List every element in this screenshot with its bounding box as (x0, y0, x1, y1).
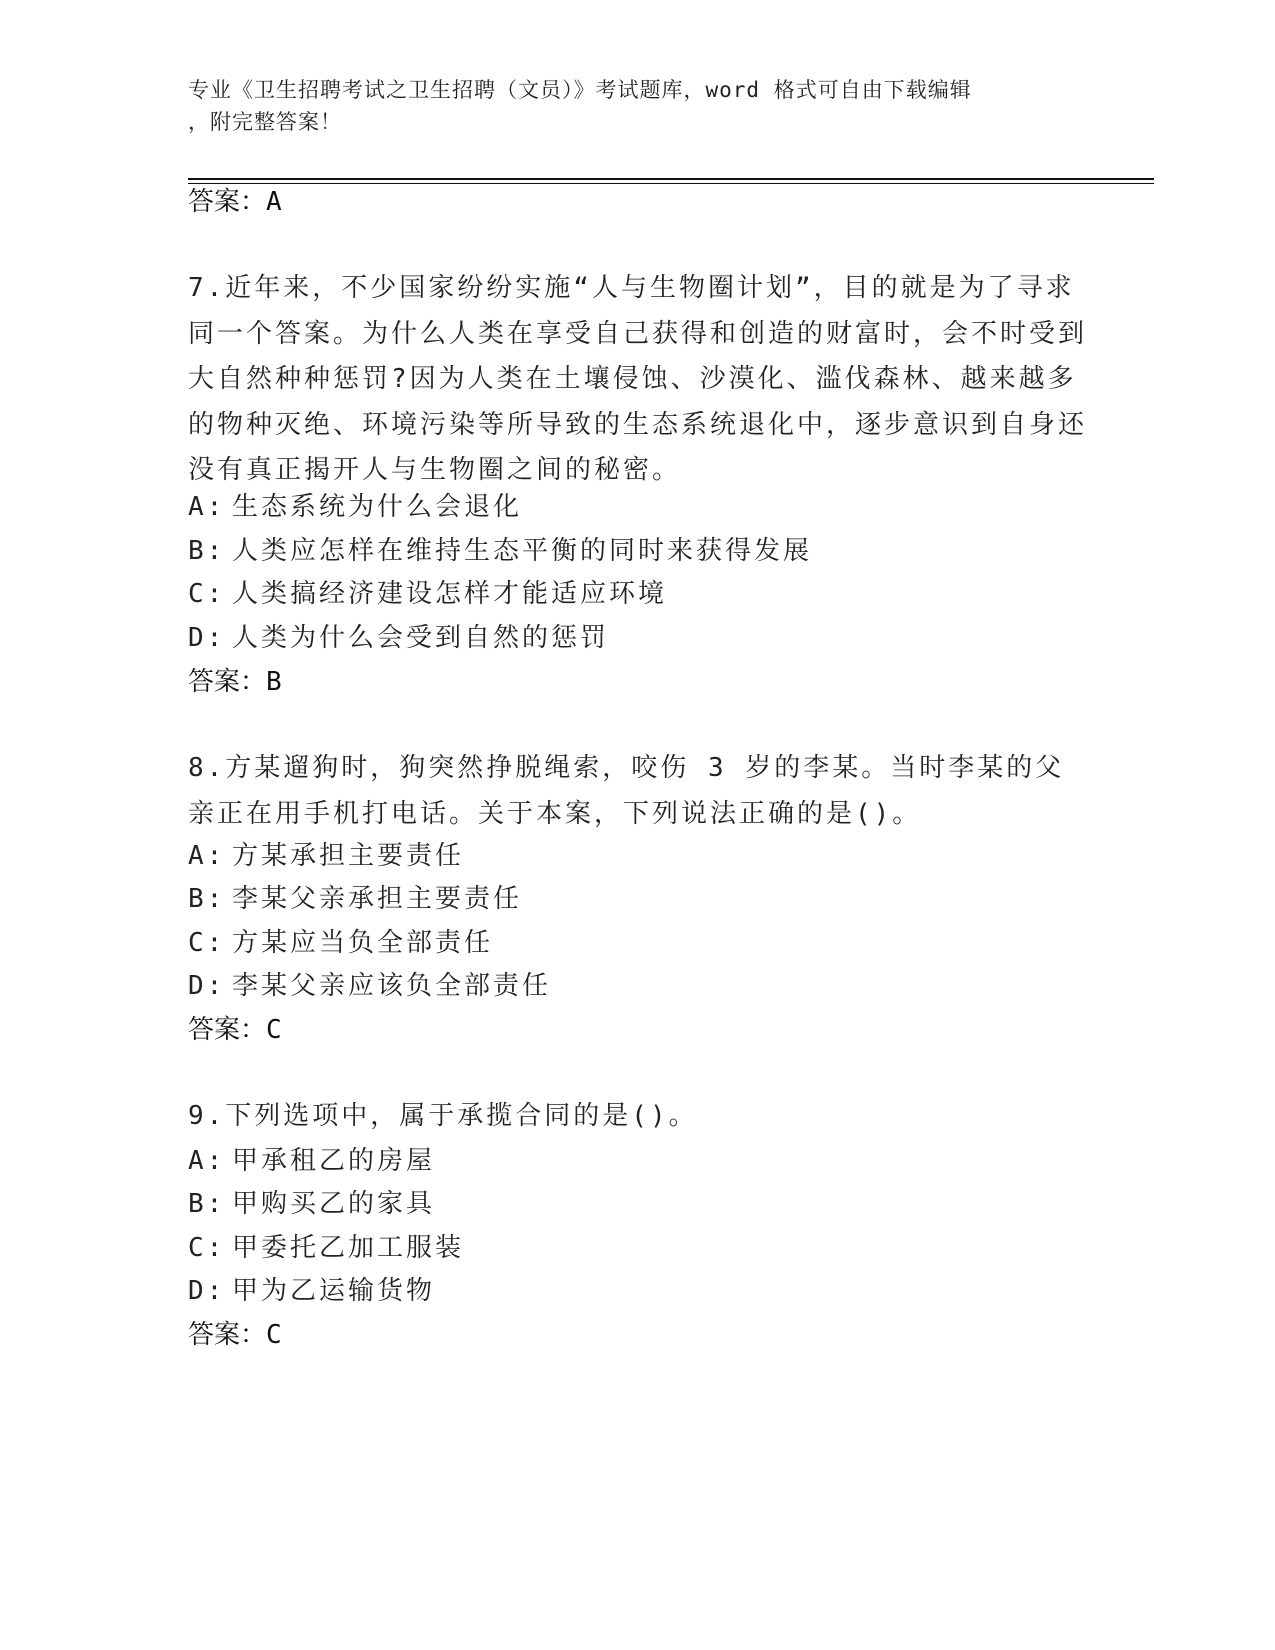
question-8-answer (188, 1012, 282, 1048)
question-7-option-c (188, 576, 1088, 612)
question-7-option-d (188, 620, 1088, 656)
option-key: A: (188, 492, 226, 522)
answer-value: C (266, 1320, 282, 1350)
option-key: D: (188, 971, 226, 1001)
option-key: D: (188, 1276, 226, 1306)
answer-label: 答案： (188, 187, 267, 217)
answer-label: 答案： (188, 1320, 267, 1350)
option-text: 甲购买乙的家具 (232, 1189, 436, 1219)
option-key: C: (188, 928, 226, 958)
question-8-option-c (188, 925, 1088, 961)
question-8-option-a (188, 838, 1088, 874)
option-key: A: (188, 1146, 226, 1176)
question-7-option-b (188, 533, 1088, 569)
question-7-answer (188, 664, 282, 700)
option-text: 甲承租乙的房屋 (232, 1146, 436, 1176)
option-key: B: (188, 1189, 226, 1219)
option-text: 甲为乙运输货物 (232, 1276, 436, 1306)
option-text: 李某父亲承担主要责任 (232, 884, 523, 914)
question-9-text: 9.下列选项中，属于承揽合同的是()。 (188, 1101, 698, 1131)
question-9-option-b (188, 1186, 1088, 1222)
question-7-text: 7.近年来，不少国家纷纷实施“人与生物圈计划”，目的就是为了寻求同一个答案。为什么人类在享受自己获得和创造的财富时，会不时受到大自然种种惩罚?因为人类在土壤侵蚀、沙漠化、滥伐森林、越来越多的物种灭绝、环境污染等所导致的生态系统退化中，逐步意识到自身还没有真正揭开人与生物圈之间的秘密。 (188, 273, 1088, 485)
option-text: 李某父亲应该负全部责任 (232, 971, 552, 1001)
option-text: 生态系统为什么会退化 (232, 492, 523, 522)
answer-label: 答案： (188, 1015, 267, 1045)
header-line-1: 专业《卫生招聘考试之卫生招聘（文员）》考试题库，word 格式可自由下载编辑 (188, 78, 972, 102)
question-7-option-a (188, 489, 1088, 525)
option-key: B: (188, 884, 226, 914)
question-8-text: 8.方某遛狗时，狗突然挣脱绳索，咬伤 3 岁的李某。当时李某的父亲正在用手机打电话。关于本案，下列说法正确的是()。 (188, 753, 1065, 829)
option-key: B: (188, 536, 226, 566)
option-text: 人类应怎样在维持生态平衡的同时来获得发展 (232, 536, 813, 566)
option-key: C: (188, 579, 226, 609)
answer-previous (188, 184, 282, 220)
answer-label: 答案： (188, 667, 267, 697)
option-text: 甲委托乙加工服装 (232, 1233, 465, 1263)
option-text: 方某应当负全部责任 (232, 928, 494, 958)
question-8-option-b (188, 881, 1088, 917)
question-9-option-a (188, 1143, 1088, 1179)
option-key: A: (188, 841, 226, 871)
option-text: 人类搞经济建设怎样才能适应环境 (232, 579, 668, 609)
answer-value: C (266, 1015, 282, 1045)
document-header (188, 74, 1088, 138)
answer-value: B (266, 667, 282, 697)
question-9-option-d (188, 1273, 1088, 1309)
option-text: 人类为什么会受到自然的惩罚 (232, 623, 610, 653)
answer-value: A (266, 187, 282, 217)
question-9-option-c (188, 1230, 1088, 1266)
option-text: 方某承担主要责任 (232, 841, 465, 871)
option-key: C: (188, 1233, 226, 1263)
header-divider-thick (188, 178, 1154, 180)
option-key: D: (188, 623, 226, 653)
header-line-2: ，附完整答案！ (188, 110, 342, 134)
question-9-answer (188, 1317, 282, 1353)
header-divider-thin (188, 183, 1154, 184)
question-8-option-d (188, 968, 1088, 1004)
